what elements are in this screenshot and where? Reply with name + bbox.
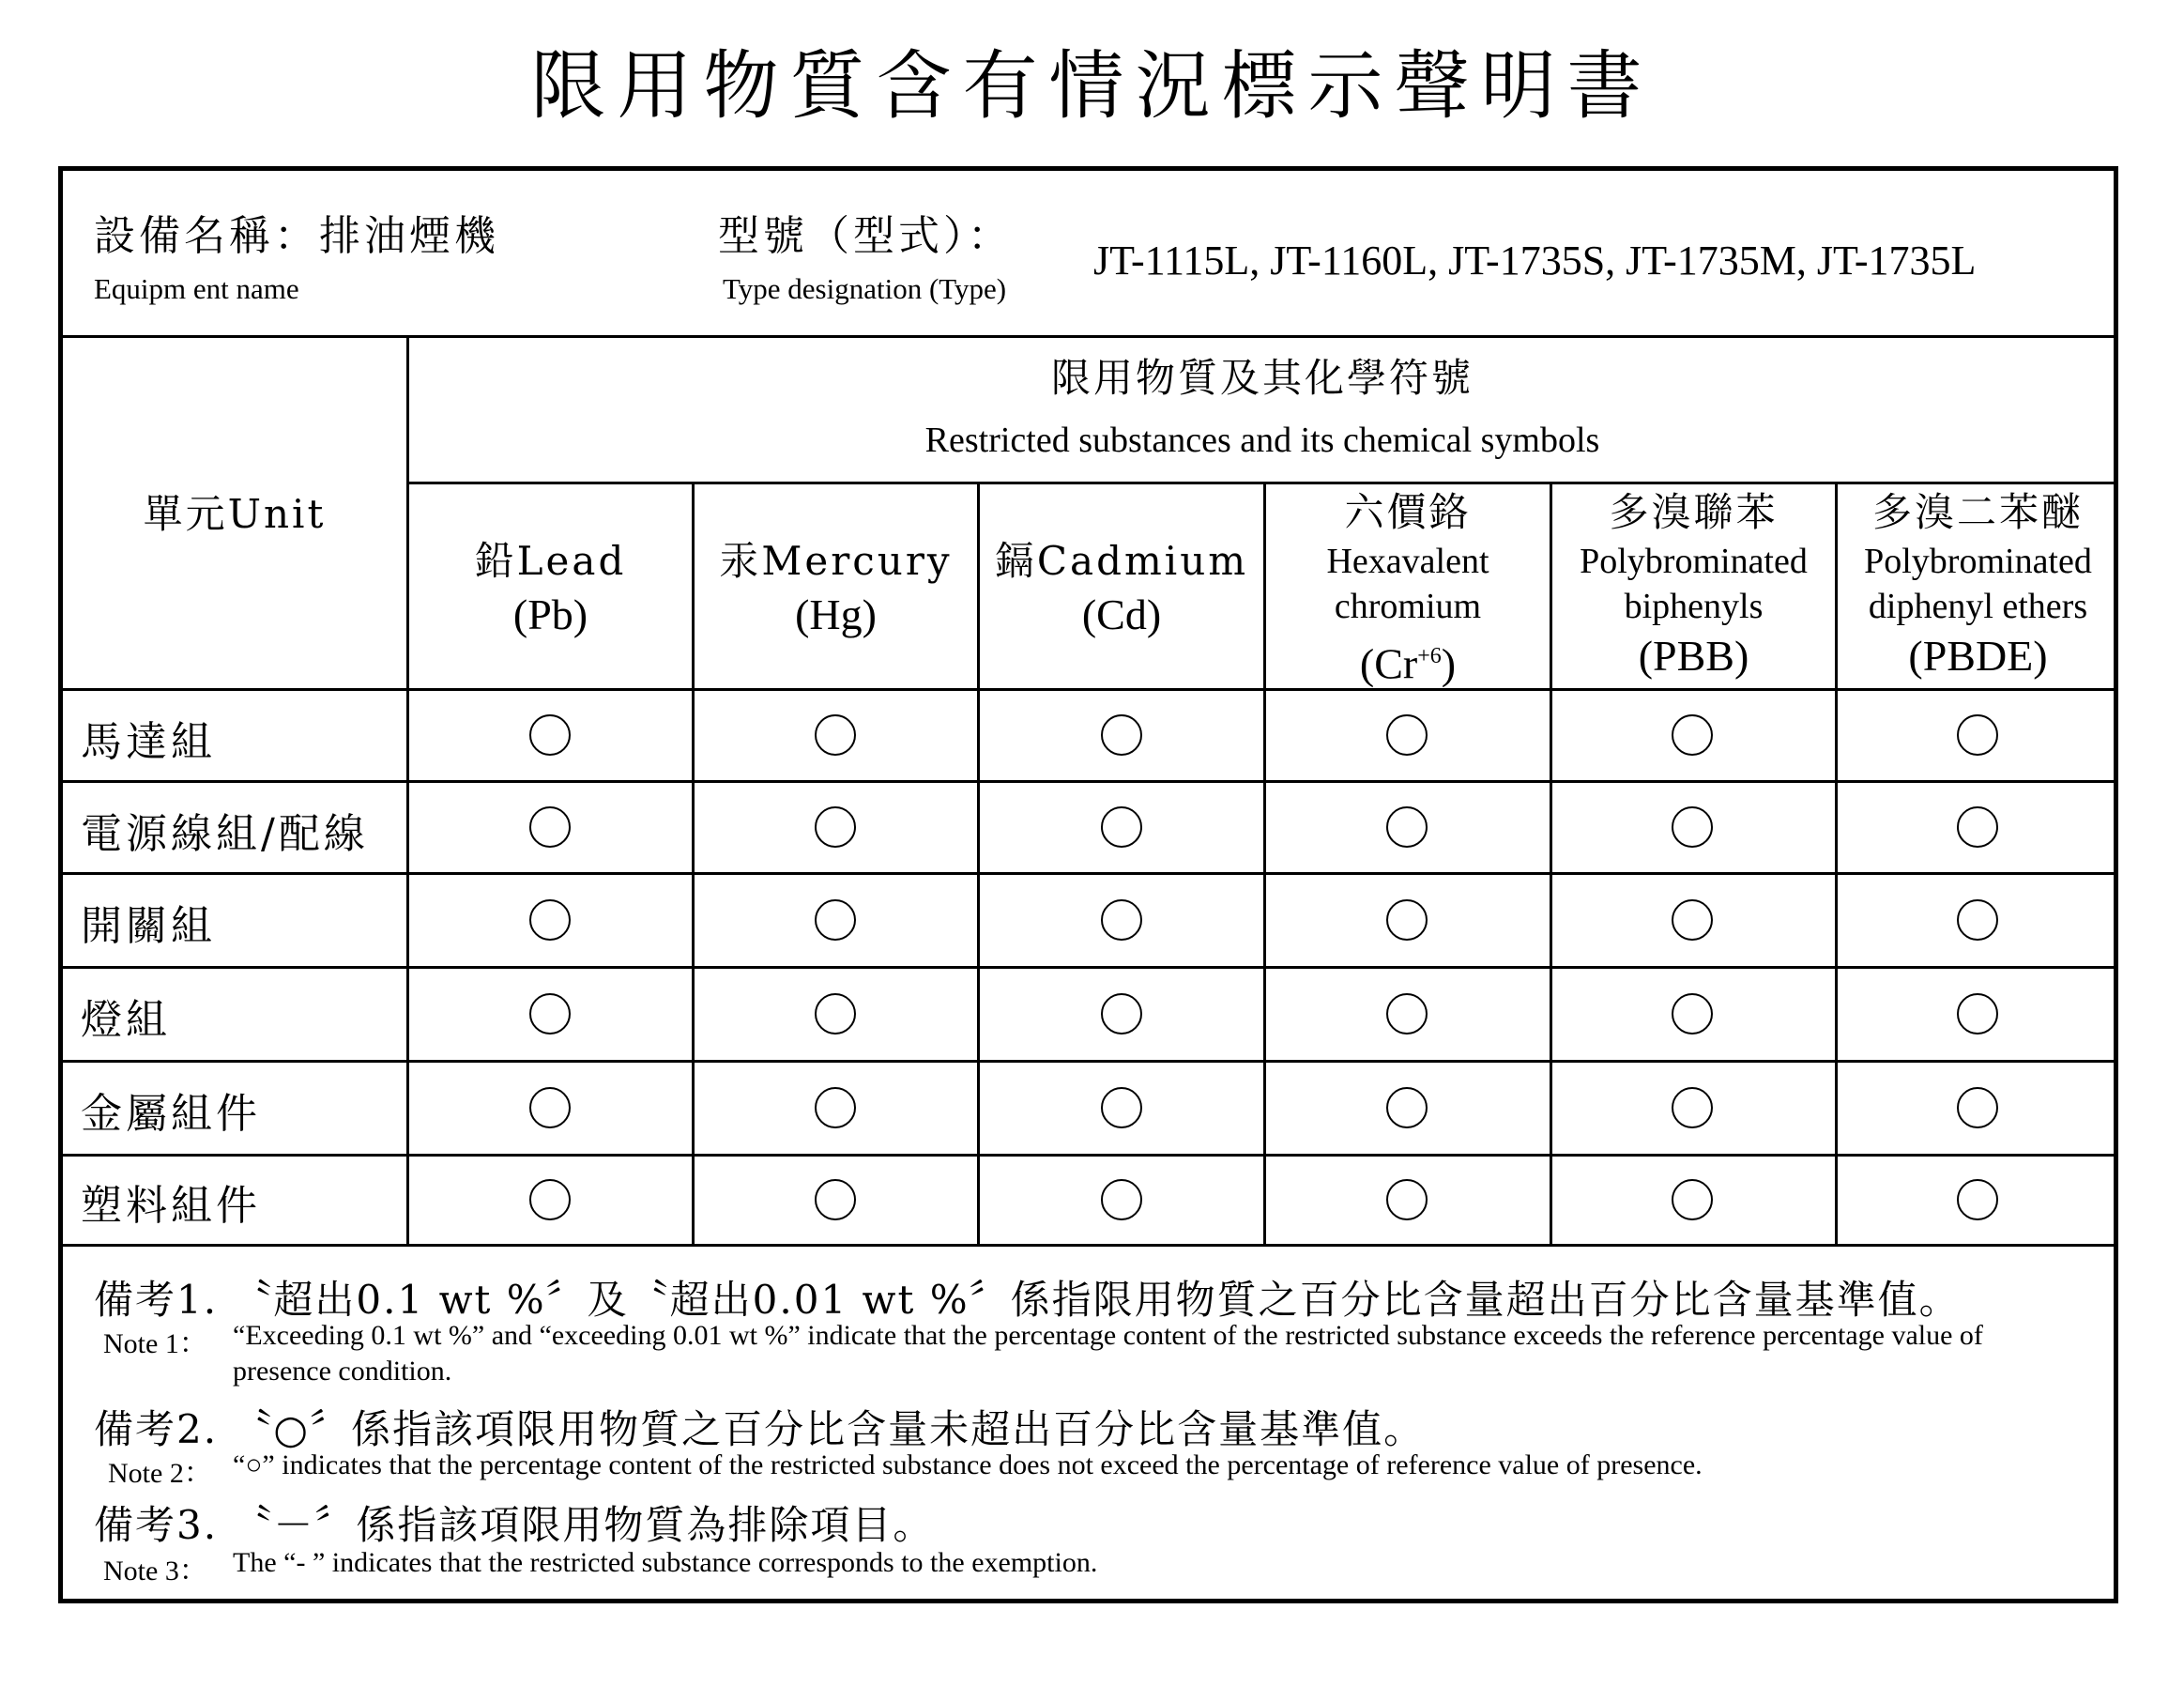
column-header-label: 多溴二苯醚 bbox=[1871, 489, 2084, 535]
not-exceeded-mark bbox=[1386, 714, 1428, 756]
not-exceeded-mark bbox=[529, 1087, 571, 1128]
column-header-en-line1: Polybrominated bbox=[1864, 542, 2092, 581]
not-exceeded-mark bbox=[529, 1179, 571, 1220]
column-header-cadmium bbox=[980, 535, 1263, 642]
rule-below-column-headers bbox=[58, 688, 2118, 691]
not-exceeded-mark bbox=[1386, 899, 1428, 941]
not-exceeded-mark bbox=[1101, 1179, 1142, 1220]
column-header-en-line2: biphenyls bbox=[1624, 587, 1764, 626]
not-exceeded-mark bbox=[529, 899, 571, 941]
not-exceeded-mark bbox=[1672, 993, 1713, 1035]
column-header-symbol bbox=[1266, 629, 1550, 691]
not-exceeded-mark bbox=[1386, 1179, 1428, 1220]
document-title: 限用物質含有情況標示聲明書 bbox=[530, 42, 1654, 130]
type-designation-zh: 型號（型式）： bbox=[718, 212, 1013, 260]
not-exceeded-mark bbox=[1672, 806, 1713, 848]
column-header-label: 鎘Cadmium bbox=[994, 538, 1249, 584]
not-exceeded-mark bbox=[815, 1087, 856, 1128]
rule-above-notes bbox=[58, 1244, 2118, 1247]
column-header-label: 多溴聯苯 bbox=[1609, 489, 1779, 535]
rule-below-equipment bbox=[58, 335, 2118, 338]
symbol-base: (Cr bbox=[1359, 639, 1418, 688]
column-header-symbol: (Pb) bbox=[512, 590, 588, 638]
row-label-motor: 馬達組 bbox=[81, 718, 216, 766]
column-header-pbb bbox=[1552, 486, 1835, 683]
not-exceeded-mark bbox=[1386, 806, 1428, 848]
row-divider bbox=[58, 1154, 2118, 1157]
not-exceeded-mark bbox=[1957, 714, 1998, 756]
column-header-label: 汞Mercury bbox=[719, 538, 953, 584]
not-exceeded-mark bbox=[1386, 1087, 1428, 1128]
note-1-label: Note 1： bbox=[103, 1328, 207, 1359]
equipment-name-zh: 設備名稱：排油煙機 bbox=[94, 212, 499, 260]
not-exceeded-mark bbox=[529, 714, 571, 756]
not-exceeded-mark bbox=[1672, 714, 1713, 756]
column-header-en-line2: chromium bbox=[1334, 587, 1482, 626]
column-header-symbol: (PBDE) bbox=[1908, 632, 2048, 680]
not-exceeded-mark bbox=[1386, 993, 1428, 1035]
row-divider bbox=[58, 872, 2118, 875]
note-2-zh: 備考2. 〝○〞係指該項限用物質之百分比含量未超出百分比含量基準值。 bbox=[94, 1406, 1426, 1452]
column-header-hexavalent-chromium bbox=[1266, 486, 1550, 691]
not-exceeded-mark bbox=[1101, 899, 1142, 941]
not-exceeded-mark bbox=[1101, 714, 1142, 756]
note-2-en: “○” indicates that the percentage content of the restricted substance does not exceed the percentage of reference value of presence. bbox=[233, 1449, 1703, 1480]
not-exceeded-mark bbox=[815, 899, 856, 941]
not-exceeded-mark bbox=[815, 1179, 856, 1220]
column-divider bbox=[406, 335, 409, 1246]
column-header-lead bbox=[409, 535, 692, 642]
not-exceeded-mark bbox=[1672, 1179, 1713, 1220]
column-header-mercury bbox=[695, 535, 977, 642]
column-header-en-line1: Polybrominated bbox=[1580, 542, 1808, 581]
not-exceeded-mark bbox=[529, 993, 571, 1035]
not-exceeded-mark bbox=[1672, 899, 1713, 941]
type-designation-en: Type designation (Type) bbox=[723, 272, 1007, 305]
not-exceeded-mark bbox=[1101, 1087, 1142, 1128]
not-exceeded-mark bbox=[815, 993, 856, 1035]
row-divider bbox=[58, 780, 2118, 783]
column-header-pbde bbox=[1838, 486, 2118, 683]
not-exceeded-mark bbox=[1101, 993, 1142, 1035]
group-header-en: Restricted substances and its chemical symbols bbox=[924, 421, 1600, 460]
row-label-switch: 開關組 bbox=[81, 902, 216, 950]
not-exceeded-mark bbox=[815, 806, 856, 848]
not-exceeded-mark bbox=[1957, 1179, 1998, 1220]
note-3-en: The “- ” indicates that the restricted substance corresponds to the exemption. bbox=[233, 1547, 1098, 1578]
note-3-label: Note 3： bbox=[103, 1556, 207, 1586]
row-label-metal-parts: 金屬組件 bbox=[81, 1090, 261, 1138]
rule-below-group-header bbox=[406, 482, 2118, 484]
not-exceeded-mark bbox=[1957, 899, 1998, 941]
row-label-plastic-parts: 塑料組件 bbox=[81, 1182, 261, 1230]
row-label-light: 燈組 bbox=[81, 996, 171, 1044]
not-exceeded-mark bbox=[815, 714, 856, 756]
not-exceeded-mark bbox=[1957, 1087, 1998, 1128]
column-header-label: 鉛Lead bbox=[474, 538, 627, 584]
column-header-en-line2: diphenyl ethers bbox=[1868, 587, 2088, 626]
row-label-power-cord: 電源線組/配線 bbox=[81, 810, 369, 858]
not-exceeded-mark bbox=[1672, 1087, 1713, 1128]
not-exceeded-mark bbox=[1957, 806, 1998, 848]
column-header-en-line1: Hexavalent bbox=[1326, 542, 1489, 581]
equipment-name-en: Equipm ent name bbox=[94, 272, 299, 305]
column-header-label: 六價鉻 bbox=[1344, 489, 1472, 535]
column-header-symbol: (Hg) bbox=[795, 590, 877, 638]
unit-column-header: 單元Unit bbox=[143, 491, 327, 537]
note-2-label: Note 2： bbox=[108, 1458, 212, 1489]
column-header-symbol: (Cd) bbox=[1081, 590, 1162, 638]
not-exceeded-mark bbox=[1957, 993, 1998, 1035]
symbol-end: ) bbox=[1441, 639, 1457, 688]
group-header-zh: 限用物質及其化學符號 bbox=[1050, 355, 1474, 401]
symbol-superscript: +6 bbox=[1417, 644, 1442, 668]
not-exceeded-mark bbox=[1101, 806, 1142, 848]
model-numbers: JT-1115L, JT-1160L, JT-1735S, JT-1735M, JT-1735L bbox=[1093, 238, 1977, 284]
not-exceeded-mark bbox=[529, 806, 571, 848]
note-3-zh: 備考3. 〝－〞係指該項限用物質為排除項目。 bbox=[94, 1502, 935, 1548]
row-divider bbox=[58, 1060, 2118, 1063]
row-divider bbox=[58, 966, 2118, 969]
note-1-en: “Exceeding 0.1 wt %” and “exceeding 0.01 wt %” indicate that the percentage content of the restricted substance exceeds the reference percentage value of presence condition. bbox=[233, 1320, 1983, 1387]
column-header-symbol: (PBB) bbox=[1638, 632, 1749, 680]
note-1-zh: 備考1. 〝超出0.1 wt %〞及〝超出0.01 wt %〞係指限用物質之百分比含量超出百分比含量基準值。 bbox=[94, 1277, 1961, 1323]
